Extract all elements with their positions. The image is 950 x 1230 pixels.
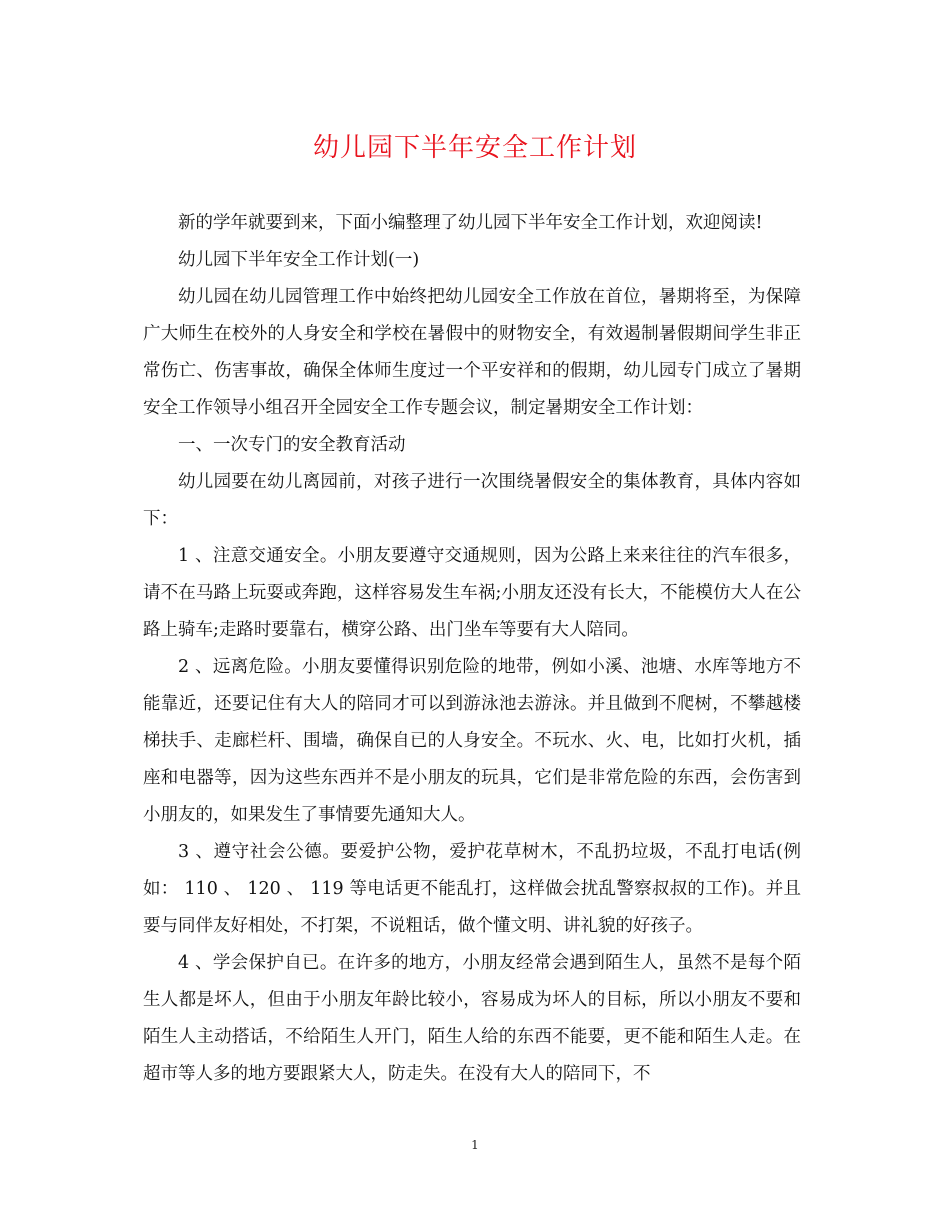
subsection-heading: 一、一次专门的安全教育活动	[178, 435, 406, 455]
page-number: 1	[471, 1138, 479, 1152]
intro-paragraph: 新的学年就要到来，下面小编整理了幼儿园下半年安全工作计划，欢迎阅读!	[178, 213, 763, 233]
list-item: 4 、学会保护自已。在许多的地方，小朋友经常会遇到陌生人，虽然不是每个陌生人都是坏人，但由于小朋友年龄比较小，容易成为坏人的目标，所以小朋友不要和陌生人主动搭话，不给陌生人开门，陌生人给的东西不能要，更不能和陌生人走。在超市等人多的地方要跟紧大人，防走失。在没有大人的陪同下，不	[143, 953, 801, 1084]
body-paragraph: 幼儿园要在幼儿离园前，对孩子进行一次围绕暑假安全的集体教育，具体内容如下：	[143, 472, 801, 529]
list-item: 1 、注意交通安全。小朋友要遵守交通规则，因为公路上来来往往的汽车很多，请不在马路上玩耍或奔跑，这样容易发生车祸;小朋友还没有长大，不能模仿大人在公路上骑车;走路时要靠右，横穿公路、出门坐车等要有大人陪同。	[143, 546, 801, 640]
list-item: 2 、远离危险。小朋友要懂得识别危险的地带，例如小溪、池塘、水库等地方不能靠近，还要记住有大人的陪同才可以到游泳池去游泳。并且做到不爬树，不攀越楼梯扶手、走廊栏杆、围墙，确保自已的人身安全。不玩水、火、电，比如打火机，插座和电器等，因为这些东西并不是小朋友的玩具，它们是非常危险的东西，会伤害到小朋友的，如果发生了事情要先通知大人。	[143, 657, 801, 825]
document-title: 幼儿园下半年安全工作计划	[312, 133, 637, 163]
document-body	[143, 205, 801, 1093]
body-paragraph: 幼儿园在幼儿园管理工作中始终把幼儿园安全工作放在首位，暑期将至，为保障广大师生在校外的人身安全和学校在暑假中的财物安全，有效遏制暑假期间学生非正常伤亡、伤害事故，确保全体师生度过一个平安祥和的假期，幼儿园专门成立了暑期安全工作领导小组召开全园安全工作专题会议，制定暑期安全工作计划：	[143, 287, 801, 418]
list-item: 3 、遵守社会公德。要爱护公物，爱护花草树木，不乱扔垃圾，不乱打电话(例如： 110 、 120 、 119 等电话更不能乱打，这样做会扰乱警察叔叔的工作)。并且要与同伴友好相处，不打架，不说粗话，做个懂文明、讲礼貌的好孩子。	[143, 842, 801, 936]
section-heading: 幼儿园下半年安全工作计划(一)	[178, 250, 420, 270]
